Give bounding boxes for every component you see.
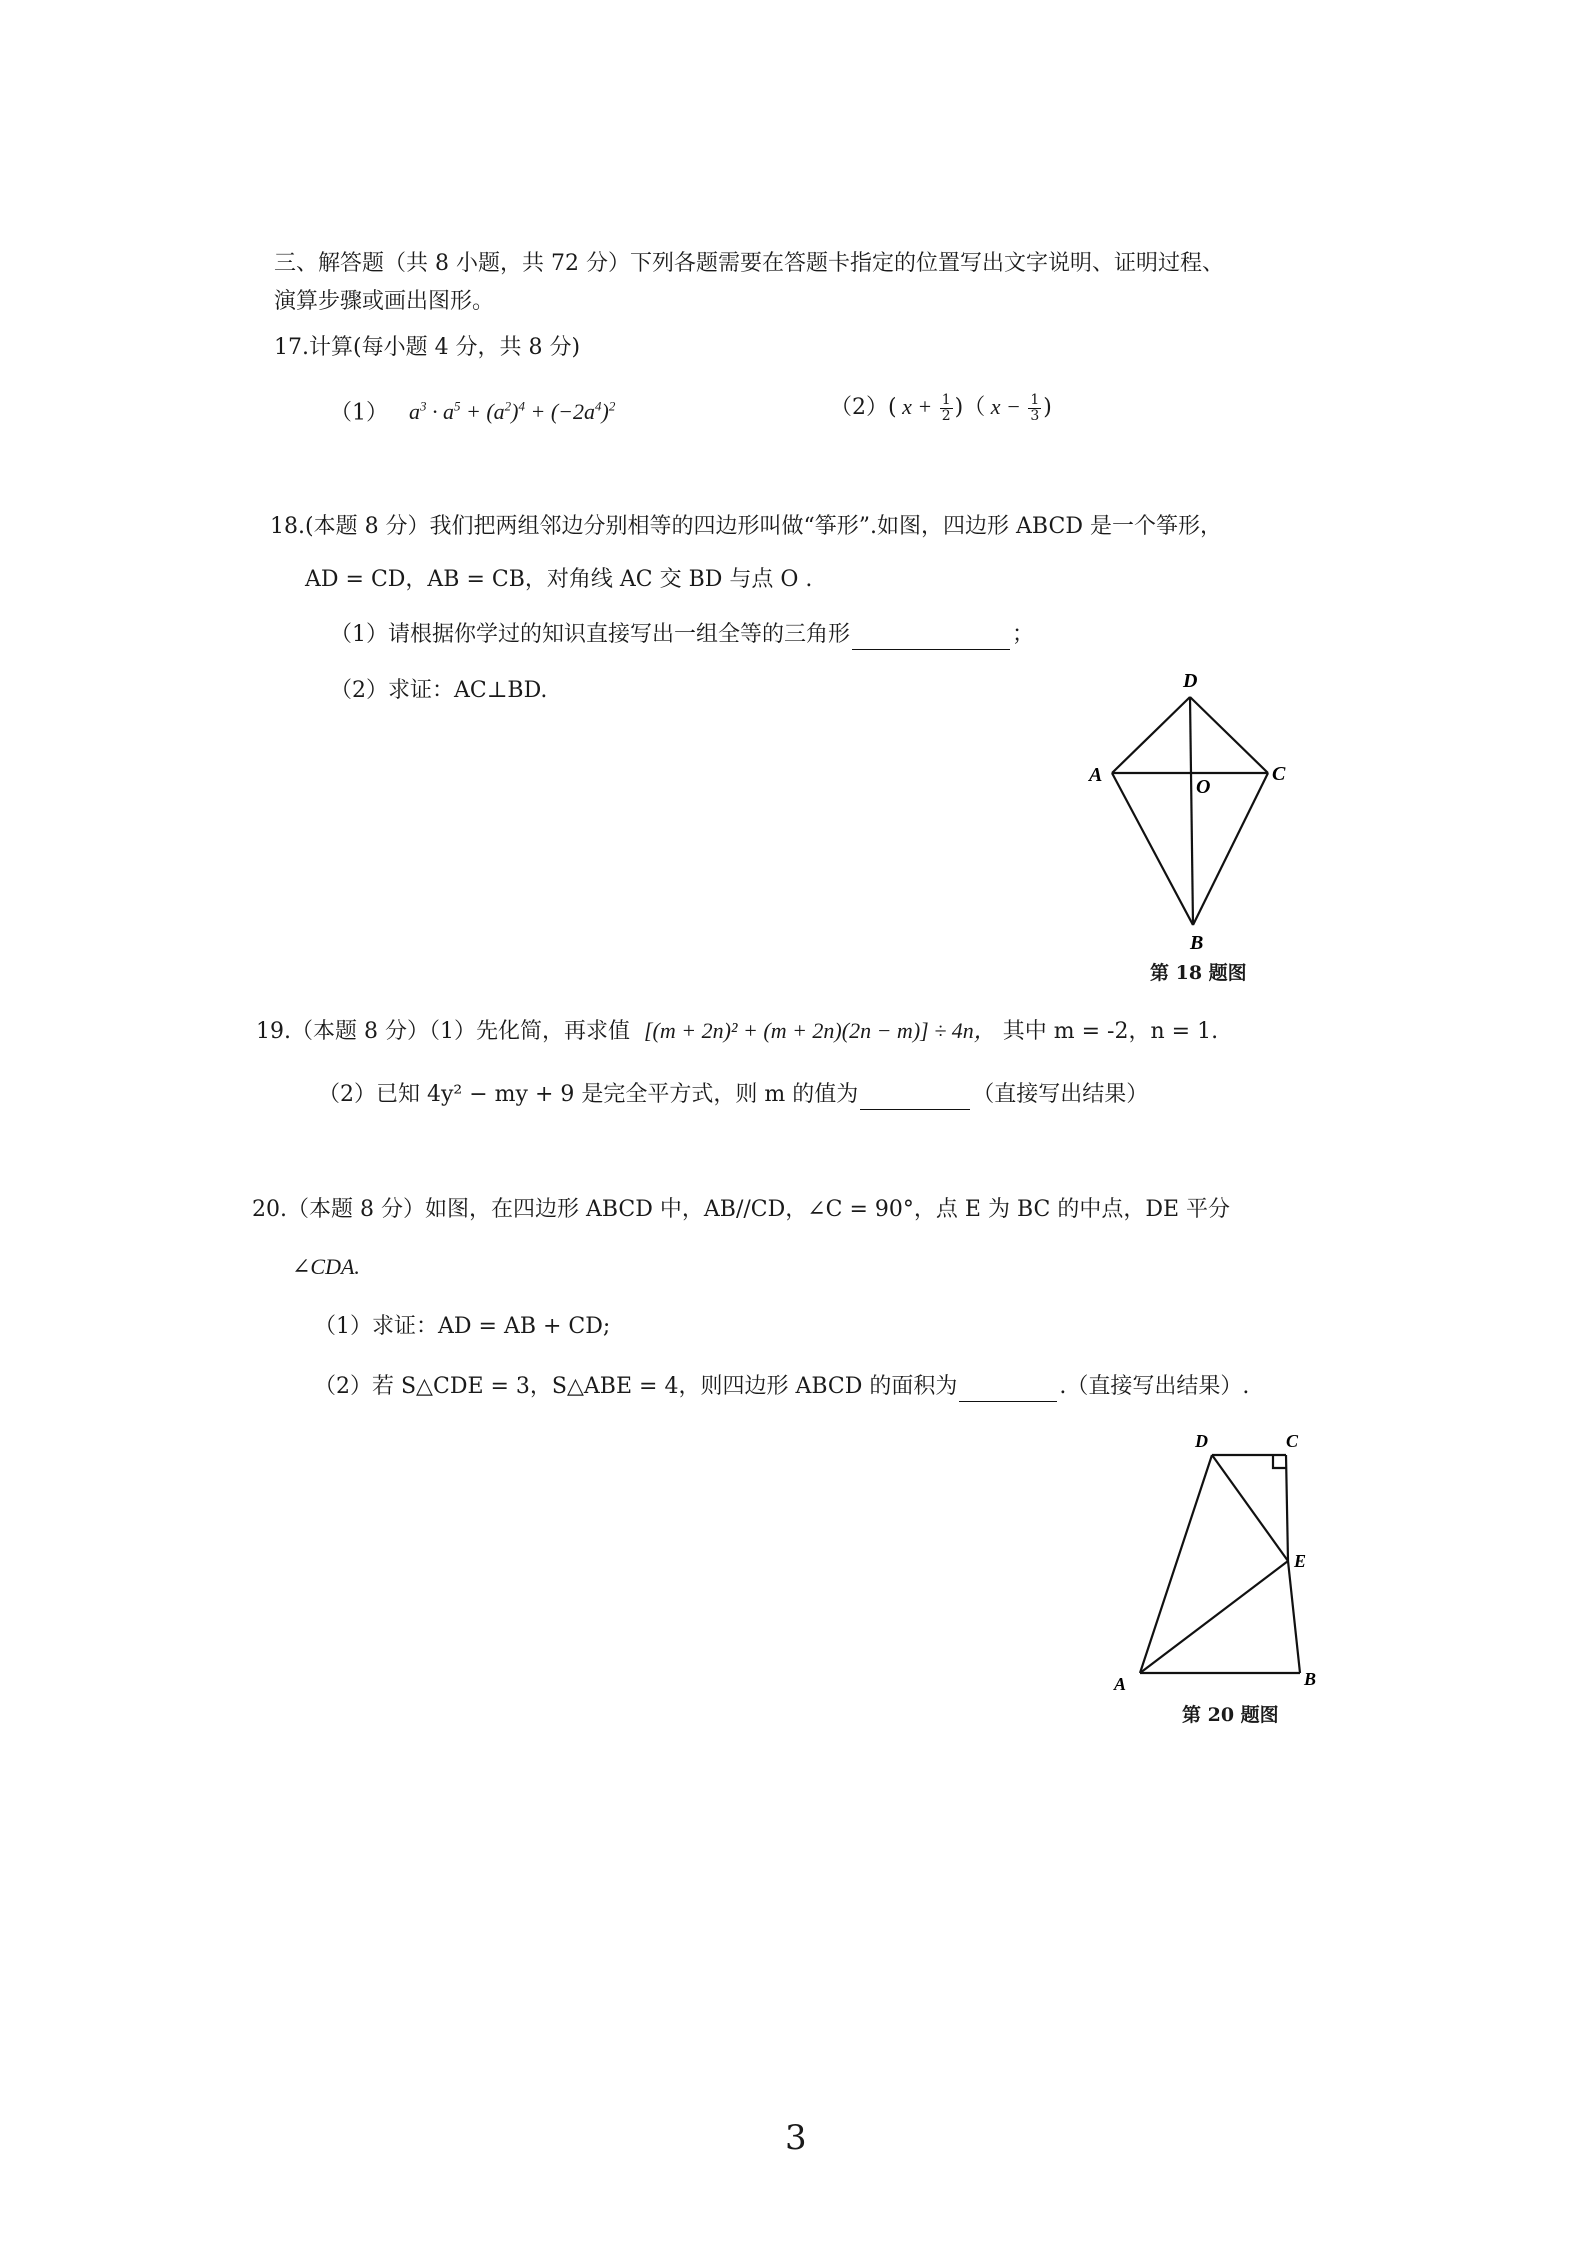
q18-stem-line-2: AD = CD，AB = CB，对角线 AC 交 BD 与点 O .	[305, 567, 813, 592]
q20-part-1: （1）求证：AD = AB + CD;	[314, 1314, 611, 1339]
q19-part-2-text: （2）已知 4y² − my + 9 是完全平方式，则 m 的值为	[318, 1082, 859, 1107]
answer-blank[interactable]	[860, 1087, 970, 1110]
q18-part-1-text: （1）请根据你学过的知识直接写出一组全等的三角形	[330, 622, 850, 647]
trapezoid-label-d: D	[1195, 1431, 1208, 1451]
q20-figure-caption: 第 20 题图	[1182, 1704, 1279, 1726]
kite-label-a: A	[1089, 764, 1103, 786]
q18-part-2: （2）求证：AC⊥BD.	[330, 678, 548, 703]
q17-part-2	[830, 392, 1052, 424]
q19-part-1-text: 19.（本题 8 分）（1）先化简，再求值	[256, 1019, 630, 1044]
fraction-one-third: $\frac{1}{3}$	[1030, 391, 1040, 424]
kite-label-o: O	[1196, 776, 1211, 798]
kite-label-c: C	[1272, 763, 1286, 785]
trapezoid-figure	[1100, 1425, 1320, 1715]
page-number: 3	[785, 2118, 807, 2158]
q19-expression: [(m + 2n)² + (m + 2n)(2n − m)] ÷ 4n，	[643, 1018, 996, 1043]
q19-given-values: 其中 m = -2，n = 1.	[1002, 1019, 1219, 1044]
trapezoid-label-c: C	[1286, 1431, 1299, 1451]
q19-part-2-end: （直接写出结果）	[972, 1082, 1149, 1107]
q20-stem-line-2: ∠CDA.	[292, 1254, 360, 1279]
trapezoid-label-e: E	[1294, 1551, 1307, 1571]
answer-blank[interactable]	[959, 1379, 1057, 1402]
trapezoid-label-b: B	[1304, 1669, 1317, 1689]
q18-stem-line-1: 18.(本题 8 分）我们把两组邻边分别相等的四边形叫做“筝形”.如图，四边形 ABCD 是一个筝形，	[270, 514, 1222, 539]
q19-part-1	[256, 1016, 1218, 1047]
q17-part-2-label: （2）	[830, 395, 888, 420]
fraction-one-half: $\frac{1}{2}$	[941, 391, 951, 424]
q19-part-2	[318, 1080, 1148, 1110]
q18-part-1	[330, 620, 1034, 650]
q17-part-2-expression: ( x + $\frac{1}{2}$ )（ x − $\frac{1}{3}$ )	[888, 391, 1052, 424]
answer-blank[interactable]	[852, 627, 1010, 650]
trapezoid-label-a: A	[1114, 1674, 1127, 1694]
q17-part-1-label: （1）	[330, 400, 388, 426]
kite-figure	[1080, 665, 1286, 965]
q20-part-2	[314, 1372, 1249, 1402]
q17-heading: 17.计算(每小题 4 分，共 8 分)	[274, 335, 581, 360]
q17-part-1-expression: $a^3 \cdot a^5 + (a^2)^4 + (-2a^4)^2$	[408, 399, 616, 425]
q20-part-2-end: .（直接写出结果）.	[1059, 1374, 1250, 1399]
q20-stem-line-1: 20.（本题 8 分）如图，在四边形 ABCD 中，AB//CD，∠C = 90°，点 E 为 BC 的中点，DE 平分	[252, 1197, 1231, 1222]
q20-part-2-text: （2）若 S△CDE = 3，S△ABE = 4，则四边形 ABCD 的面积为	[314, 1374, 958, 1399]
q18-figure-caption: 第 18 题图	[1150, 962, 1247, 984]
kite-label-b: B	[1190, 932, 1204, 954]
section-heading-line-1: 三、解答题（共 8 小题，共 72 分）下列各题需要在答题卡指定的位置写出文字说明、证明过程、	[274, 251, 1224, 276]
q17-part-1	[330, 392, 615, 428]
section-heading-line-2: 演算步骤或画出图形。	[274, 289, 495, 314]
kite-label-d: D	[1183, 670, 1198, 692]
q18-part-1-end: ；	[1012, 622, 1035, 647]
